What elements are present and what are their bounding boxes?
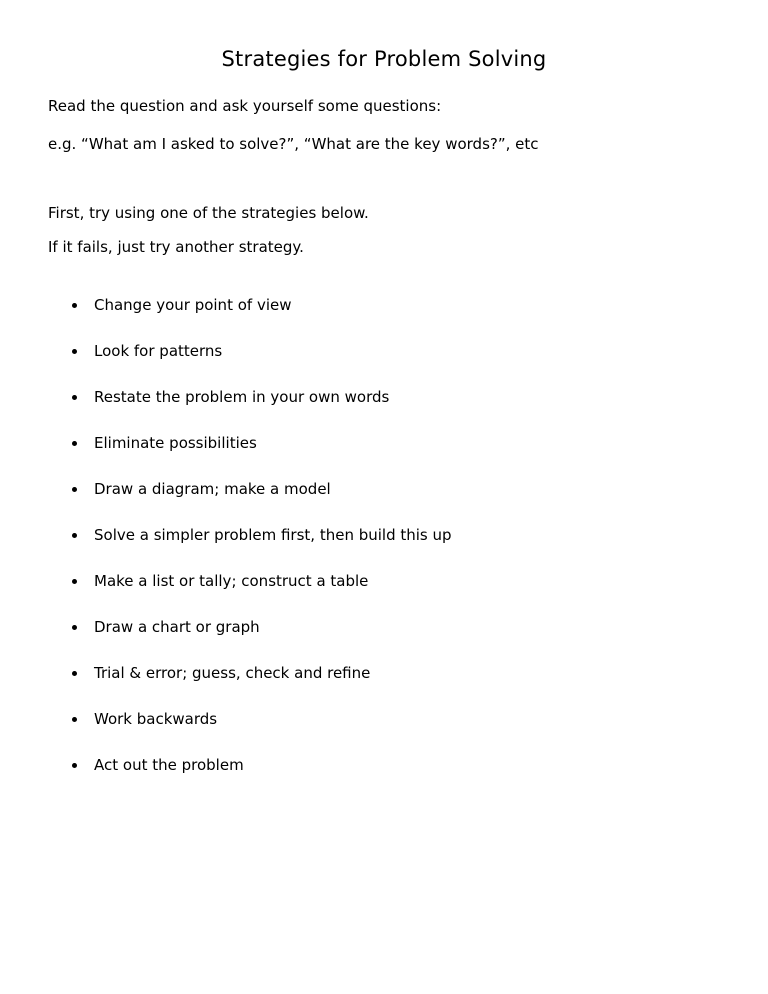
intro-line: Read the question and ask yourself some questions: bbox=[48, 97, 442, 115]
example-line: e.g. “What am I asked to solve?”, “What are the key words?”, etc bbox=[48, 135, 539, 153]
strategy-text: Solve a simpler problem first, then build this up bbox=[94, 526, 452, 544]
bullet-icon bbox=[72, 625, 77, 630]
second-instruction-line: If it fails, just try another strategy. bbox=[48, 238, 304, 256]
strategy-text: Draw a chart or graph bbox=[94, 618, 260, 636]
first-instruction-line: First, try using one of the strategies below. bbox=[48, 204, 369, 222]
strategy-text: Eliminate possibilities bbox=[94, 434, 257, 452]
bullet-icon bbox=[72, 763, 77, 768]
strategy-text: Make a list or tally; construct a table bbox=[94, 572, 369, 590]
bullet-icon bbox=[72, 487, 77, 492]
strategy-text: Look for patterns bbox=[94, 342, 223, 360]
bullet-icon bbox=[72, 671, 77, 676]
strategy-text: Trial & error; guess, check and refine bbox=[94, 664, 371, 682]
bullet-icon bbox=[72, 579, 77, 584]
bullet-icon bbox=[72, 349, 77, 354]
bullet-icon bbox=[72, 441, 77, 446]
page-title: Strategies for Problem Solving bbox=[221, 47, 547, 71]
strategy-text: Change your point of view bbox=[94, 296, 292, 314]
bullet-icon bbox=[72, 395, 77, 400]
strategy-text: Work backwards bbox=[94, 710, 218, 728]
strategy-text: Restate the problem in your own words bbox=[94, 388, 390, 406]
bullet-icon bbox=[72, 303, 77, 308]
strategy-text: Draw a diagram; make a model bbox=[94, 480, 331, 498]
bullet-icon bbox=[72, 717, 77, 722]
bullet-icon bbox=[72, 533, 77, 538]
strategy-text: Act out the problem bbox=[94, 756, 244, 774]
